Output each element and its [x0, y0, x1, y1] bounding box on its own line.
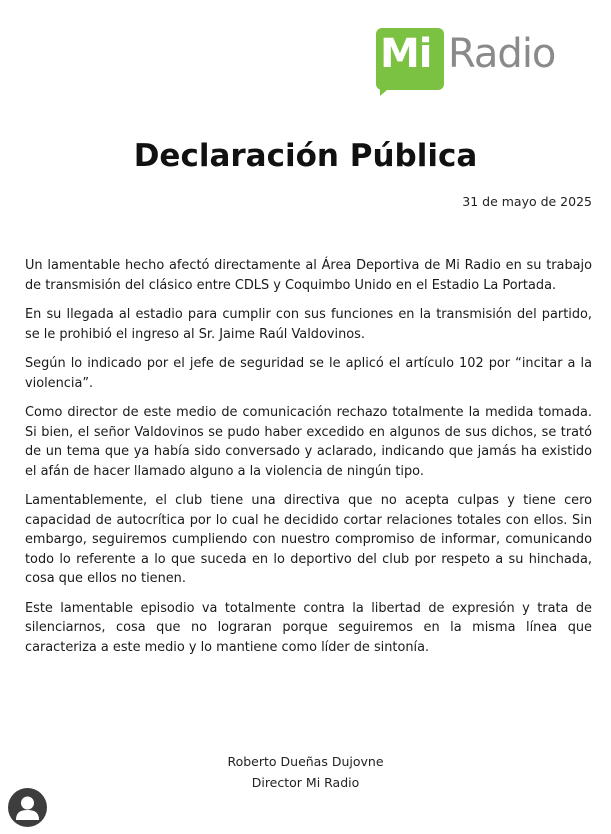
paragraph: En su llegada al estadio para cumplir con sus funciones en la transmisión del partido, se le prohibió el ingreso al Sr. Jaime Raúl Valdovinos. [25, 307, 592, 342]
document-date: 31 de mayo de 2025 [462, 194, 592, 209]
paragraph: Como director de este medio de comunicación rechazo totalmente la medida tomada. Si bien, el señor Valdovinos se pudo haber excedido en algunos de sus dichos, se trató de un tema que ya había sido conversado y aclarado, indicando que jamás ha existido el afán de hacer llamado alguno a la violencia de ningún tipo. [25, 405, 592, 479]
signature-name: Roberto Dueñas Dujovne [227, 754, 384, 769]
user-avatar-icon[interactable] [8, 788, 47, 827]
avatar-silhouette [8, 788, 47, 827]
signature-role: Director Mi Radio [251, 775, 360, 790]
logo-badge-tail [380, 84, 394, 96]
signature-block [0, 751, 611, 793]
paragraph: Según lo indicado por el jefe de seguridad se le aplicó el artículo 102 por “incitar a la violencia”. [25, 356, 592, 391]
paragraph: Este lamentable episodio va totalmente contra la libertad de expresión y trata de silenciarnos, cosa que no lograran porque seguiremos en la misma línea que caracteriza a este medio y lo mantiene como líder de sintonía. [25, 600, 592, 655]
paragraph: Lamentablemente, el club tiene una directiva que no acepta culpas y tiene cero capacidad de autocrítica por lo cual he decidido cortar relaciones totales con ellos. Sin embargo, seguiremos cumpliendo con nuestro compromiso de informar, comunicando todo lo referente a lo que suceda en lo deportivo del club por respeto a su hinchada, cosa que ellos no tienen. [25, 493, 592, 586]
document-title: Declaración Pública [133, 138, 478, 174]
mi-radio-logo [376, 26, 576, 98]
logo-mi-text: Mi [380, 31, 432, 77]
logo-radio-text: Radio [448, 31, 556, 77]
paragraph: Un lamentable hecho afectó directamente al Área Deportiva de Mi Radio en su trabajo de transmisión del clásico entre CDLS y Coquimbo Unido en el Estadio La Portada. [25, 258, 592, 293]
document-body [25, 256, 592, 667]
